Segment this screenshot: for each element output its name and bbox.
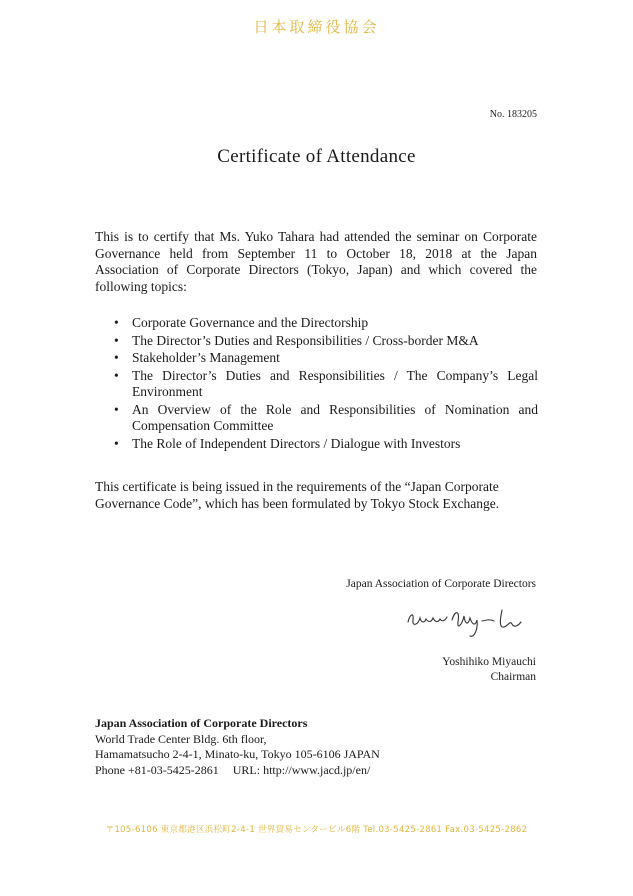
topic-item — [114, 368, 538, 401]
topic-item — [114, 315, 538, 332]
closing-paragraph: This certificate is being issued in the requirements of the “Japan Corporate Governance Code”, which has been formulated by Tokyo Stock Exchange. — [95, 479, 500, 511]
bullet-icon: • — [114, 401, 119, 417]
topic-text: An Overview of the Role and Responsibilities of Nomination and Compensation Committee — [132, 401, 538, 433]
address-organization: Japan Association of Corporate Directors — [95, 716, 308, 730]
topic-text: The Director’s Duties and Responsibilities / Cross-border M&A — [132, 332, 479, 348]
website-url[interactable]: URL: http://www.jacd.jp/en/ — [232, 762, 371, 777]
signer-name: Yoshihiko Miyauchi — [442, 656, 536, 668]
topic-item — [114, 333, 538, 350]
signer-role: Chairman — [490, 671, 536, 683]
topic-item — [114, 402, 538, 435]
footer-japanese-address: 〒105-6106 東京都港区浜松町2-4-1 世界貿易センタービル6階 Tel.03-5425-2861 Fax.03-5425-2862 — [105, 825, 528, 835]
bullet-icon: • — [114, 332, 119, 348]
topics-list — [114, 315, 538, 453]
certificate-title: Certificate of Attendance — [217, 146, 416, 167]
intro-paragraph: This is to certify that Ms. Yuko Tahara had attended the seminar on Corporate Governance held from September 11 to October 18, 2018 at the Japan Association of Corporate Directors (Tokyo, Japan) and which covered the following topics: — [95, 229, 537, 294]
topic-text: Stakeholder’s Management — [132, 350, 280, 365]
address-block — [95, 716, 380, 778]
letterhead-org-name: 日本取締役協会 — [253, 18, 380, 36]
bullet-icon: • — [114, 367, 119, 383]
topic-item — [114, 350, 538, 367]
topic-item — [114, 436, 538, 453]
topic-text: The Role of Independent Directors / Dialogue with Investors — [132, 435, 461, 451]
signatory-organization: Japan Association of Corporate Directors — [346, 578, 536, 590]
bullet-icon: • — [114, 350, 119, 365]
topic-text: Corporate Governance and the Directorship — [132, 315, 369, 330]
certificate-number: No. 183205 — [489, 109, 537, 120]
topic-text: The Director’s Duties and Responsibilities / The Company’s Legal Environment — [132, 367, 538, 399]
bullet-icon: • — [114, 315, 119, 330]
phone-number: Phone +81-03-5425-2861 — [95, 762, 219, 777]
handwritten-signature — [400, 600, 540, 640]
signer-block — [442, 655, 536, 685]
address-line-2: Hamamatsucho 2-4-1, Minato-ku, Tokyo 105-6106 JAPAN — [95, 747, 380, 761]
contact-line — [95, 763, 380, 779]
bullet-icon: • — [114, 435, 119, 451]
address-line-1: World Trade Center Bldg. 6th floor, — [95, 731, 267, 746]
